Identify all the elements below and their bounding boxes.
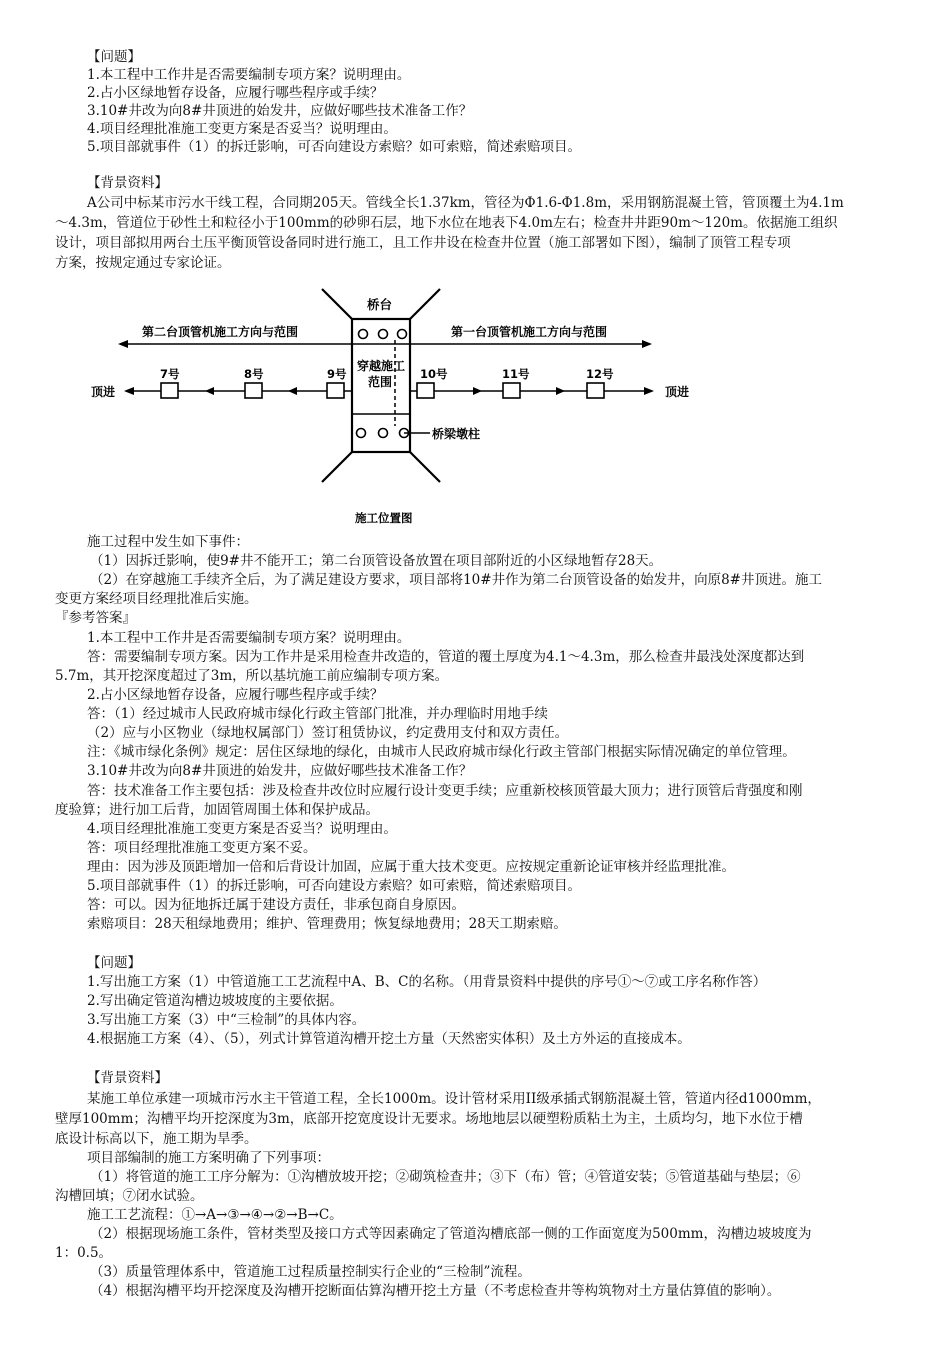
- arrowhead: [644, 387, 654, 395]
- background-2-line-2: 壁厚100mm；沟槽平均开挖深度为3m，底部开挖宽度设计无要求。场地地层以硬塑粉质粘土为主，土质均匀，地下水位于槽: [55, 1111, 803, 1127]
- well-label-12: 12号: [586, 367, 614, 381]
- right-direction-label: 第一台顶管机施工方向与范围: [451, 325, 608, 339]
- arrowhead: [205, 387, 214, 395]
- answer-line-5: 答：（1）经过城市人民政府城市绿化行政主管部门批准，并办理临时用地手续: [87, 706, 548, 722]
- answer-line-14: 5.项目部就事件（1）的拆迁影响，可否向建设方索赔？如可索赔，简述索赔项目。: [87, 878, 581, 894]
- arrowhead: [473, 387, 482, 395]
- background-1-line-1: A公司中标某市污水干线工程，合同期205天。管线全长1.37km，管径为Φ1.6-Φ1.8m，采用钢筋混凝土管，管顶覆土为4.1m: [87, 195, 844, 211]
- jacking-label-right: 顶进: [665, 385, 690, 399]
- question-1-3: 3.10#井改为向8#井顶进的始发井，应做好哪些技术准备工作？: [87, 103, 473, 119]
- event-line-1: （1）因拆迁影响，使9#井不能开工；第二台顶管设备放置在项目部附近的小区绿地暂存28天。: [90, 553, 663, 569]
- well-box-7: [161, 383, 178, 398]
- diagram-caption: 施工位置图: [355, 511, 413, 525]
- well-box-11: [503, 383, 520, 398]
- background-2-line-1: 某施工单位承建一项城市污水主干管道工程，全长1000m。设计管材采用II级承插式钢筋混凝土管，管道内径d1000mm，: [87, 1091, 821, 1107]
- answer-line-8: 3.10#井改为向8#井顶进的始发井，应做好哪些技术准备工作？: [87, 763, 473, 779]
- answer-line-13: 理由：因为涉及顶距增加一倍和后背设计加固，应属于重大技术变更。应按规定重新论证审核并经监理批准。: [87, 859, 735, 875]
- question-2-3: 3.写出施工方案（3）中“三检制”的具体内容。: [87, 1012, 366, 1028]
- question-header-2: 【问题】: [87, 955, 141, 971]
- crossing-label-2: 范围: [368, 375, 393, 389]
- abutment-wing-top-right: [410, 289, 440, 319]
- answer-line-4: 2.占小区绿地暂存设备，应履行哪些程序或手续？: [87, 687, 384, 703]
- abutment-wing-bottom-left: [322, 452, 352, 482]
- well-box-8: [245, 383, 262, 398]
- question-1-4: 4.项目经理批准施工变更方案是否妥当？说明理由。: [87, 121, 397, 137]
- well-label-11: 11号: [502, 367, 530, 381]
- background-header-2: 【背景资料】: [87, 1070, 168, 1086]
- well-box-12: [587, 383, 604, 398]
- event-line-2: （2）在穿越施工手续齐全后，为了满足建设方要求，项目部将10#井作为第二台顶管设备的始发井，向原8#井顶进。施工: [90, 572, 822, 588]
- answer-line-11: 4.项目经理批准施工变更方案是否妥当？说明理由。: [87, 821, 397, 837]
- arrowhead: [556, 387, 565, 395]
- answer-line-9: 答：技术准备工作主要包括：涉及检查井改位时应履行设计变更手续；应重新校核顶管最大顶力；进行顶管后背强度和刚: [87, 783, 803, 799]
- answer-line-3: 5.7m，其开挖深度超过了3m，所以基坑施工前应编制专项方案。: [55, 668, 449, 684]
- jacking-label-left: 顶进: [91, 385, 116, 399]
- arrowhead: [642, 340, 652, 348]
- abutment-wing-top-left: [322, 289, 352, 319]
- arrowhead: [124, 387, 134, 395]
- question-2-1: 1.写出施工方案（1）中管道施工工艺流程中A、B、C的名称。（用背景资料中提供的序号①～⑦或工序名称作答）: [87, 974, 767, 990]
- pier-circle: [359, 330, 368, 339]
- answer-line-2: 答：需要编制专项方案。因为工作井是采用检查井改造的，管道的覆土厚度为4.1～4.3m，那么检查井最浅处深度都达到: [87, 649, 805, 665]
- pier-label: 桥梁墩柱: [432, 427, 481, 441]
- crossing-label-1: 穿越施工: [357, 359, 406, 373]
- question-2-2: 2.写出确定管道沟槽边坡坡度的主要依据。: [87, 993, 343, 1009]
- background-header-1: 【背景资料】: [87, 175, 168, 191]
- background-2-line-10: （3）质量管理体系中，管道施工过程质量控制实行企业的“三检制”流程。: [90, 1264, 531, 1280]
- well-label-7: 7号: [160, 367, 180, 381]
- well-box-10: [417, 383, 434, 398]
- answers-header: 『参考答案』: [55, 610, 136, 626]
- background-1-line-2: ～4.3m，管道位于砂性土和粒径小于100mm的砂卵石层，地下水位在地表下4.0m左右；检查井井距90m～120m。依据施工组织: [55, 215, 838, 231]
- question-1-5: 5.项目部就事件（1）的拆迁影响，可否向建设方索赔？如可索赔，简述索赔项目。: [87, 139, 581, 155]
- bridge-label: 桥台: [367, 297, 393, 312]
- well-label-8: 8号: [244, 367, 264, 381]
- answer-line-6: （2）应与小区物业（绿地权属部门）签订租赁协议，约定费用支付和双方责任。: [87, 725, 569, 741]
- well-label-9: 9号: [327, 367, 347, 381]
- arrowhead: [288, 387, 297, 395]
- answer-line-1: 1.本工程中工作井是否需要编制专项方案？说明理由。: [87, 630, 411, 646]
- answer-line-16: 索赔项目：28天租绿地费用；维护、管理费用；恢复绿地费用；28天工期索赔。: [87, 916, 567, 932]
- question-1-1: 1.本工程中工作井是否需要编制专项方案？说明理由。: [87, 67, 411, 83]
- answer-line-10: 度验算；进行加工后背，加固管周围土体和保护成品。: [55, 802, 379, 818]
- construction-position-diagram: [0, 280, 950, 530]
- background-1-line-3: 设计，项目部拟用两台土压平衡顶管设备同时进行施工，且工作井设在检查井位置（施工部署如下图），编制了顶管工程专项: [55, 235, 791, 251]
- answer-line-7: 注：《城市绿化条例》规定：居住区绿地的绿化，由城市人民政府城市绿化行政主管部门根据实际情况确定的单位管理。: [87, 744, 796, 760]
- background-2-line-9: 1：0.5。: [55, 1245, 113, 1261]
- question-header-1: 【问题】: [87, 49, 141, 65]
- well-label-10: 10号: [420, 367, 448, 381]
- question-2-4: 4.根据施工方案（4）、（5），列式计算管道沟槽开挖土方量（天然密实体积）及土方外运的直接成本。: [87, 1031, 691, 1047]
- background-2-line-5: （1）将管道的施工工序分解为：①沟槽放坡开挖；②砌筑检查井；③下（布）管；④管道安装；⑤管道基础与垫层；⑥: [90, 1169, 801, 1185]
- background-2-line-8: （2）根据现场施工条件，管材类型及接口方式等因素确定了管道沟槽底部一侧的工作面宽度为500mm，沟槽边坡坡度为: [90, 1226, 812, 1242]
- abutment-wing-bottom-right: [410, 452, 440, 482]
- background-2-line-7: 施工工艺流程：①→A→③→④→②→B→C。: [87, 1207, 343, 1223]
- answer-line-15: 答：可以。因为征地拆迁属于建设方责任，非承包商自身原因。: [87, 897, 465, 913]
- pier-circle: [379, 429, 388, 438]
- background-1-line-4: 方案，按规定通过专家论证。: [55, 255, 231, 271]
- background-2-line-11: （4）根据沟槽平均开挖深度及沟槽开挖断面估算沟槽开挖土方量（不考虑检查井等构筑物对土方量估算值的影响）。: [90, 1283, 781, 1299]
- background-2-line-4: 项目部编制的施工方案明确了下列事项：: [87, 1150, 330, 1166]
- answer-line-12: 答：项目经理批准施工变更方案不妥。: [87, 840, 317, 856]
- question-1-2: 2.占小区绿地暂存设备，应履行哪些程序或手续？: [87, 85, 384, 101]
- background-2-line-3: 底设计标高以下，施工期为旱季。: [55, 1131, 258, 1147]
- background-2-line-6: 沟槽回填；⑦闭水试验。: [55, 1188, 204, 1204]
- event-line-3: 变更方案经项目经理批准后实施。: [55, 591, 258, 607]
- arrowhead: [118, 340, 128, 348]
- pier-circle: [357, 429, 366, 438]
- pier-circle: [398, 330, 407, 339]
- left-direction-label: 第二台顶管机施工方向与范围: [142, 325, 299, 339]
- pier-circle: [379, 330, 388, 339]
- events-intro: 施工过程中发生如下事件：: [87, 534, 249, 550]
- well-box-9: [327, 383, 344, 398]
